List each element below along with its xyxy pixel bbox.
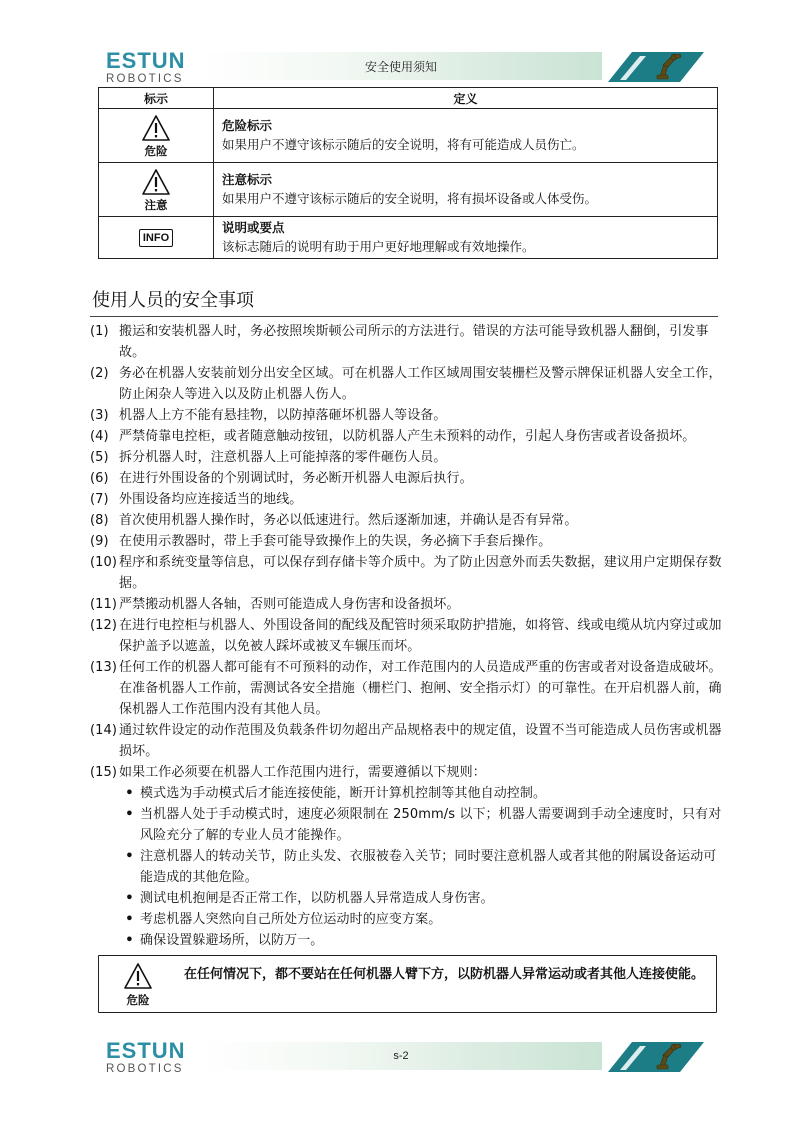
item-text: 拆分机器人时，注意机器人上可能掉落的零件砸伤人员。: [119, 450, 447, 465]
bullet-dot-icon: •: [125, 912, 134, 927]
logo-subtitle: ROBOTICS: [106, 73, 184, 85]
item-text: 严禁倚靠电控柜，或者随意触动按钮，以防机器人产生未预料的动作，引起人身伤害或者设备损坏。: [119, 429, 696, 444]
list-item: [90, 447, 724, 468]
list-item: [90, 720, 724, 762]
definition-title: 说明或要点: [222, 220, 285, 235]
warning-triangle-icon: [123, 962, 153, 990]
table-row-info: [99, 217, 718, 259]
danger-symbol: [113, 962, 163, 1007]
estun-logo: [106, 50, 196, 86]
section-title: 使用人员的安全事项: [92, 290, 254, 311]
item-number: (8): [90, 513, 109, 528]
item-number: (13): [90, 660, 118, 675]
list-item: [90, 531, 724, 552]
page-footer: [0, 1018, 793, 1075]
logo-word: ESTUN: [106, 48, 186, 73]
item-number: (14): [90, 723, 118, 738]
item-number: (5): [90, 450, 109, 465]
table-row-danger: [99, 109, 718, 163]
item-number: (15): [90, 765, 118, 780]
header-title: 安全使用须知: [364, 60, 437, 74]
item-text: 务必在机器人安装前划分出安全区域。可在机器人工作区域周围安装栅栏及警示牌保证机器人安全工作，防止闲杂人等进入以及防止机器人伤人。: [119, 366, 722, 402]
symbol-cell: [99, 163, 214, 217]
bullet-text: 注意机器人的转动关节，防止头发、衣服被卷入关节；同时要注意机器人或者其他的附属设备运动可能造成的其他危险。: [140, 849, 717, 885]
logo-subtitle: ROBOTICS: [106, 1063, 184, 1075]
list-item: [90, 321, 724, 363]
definition-title: 注意标示: [222, 172, 273, 187]
item-text: 通过软件设定的动作范围及负载条件切勿超出产品规格表中的规定值，设置不当可能造成人员伤害或机器损坏。: [119, 723, 722, 759]
warning-triangle-icon: [141, 114, 171, 142]
warning-triangle-icon: [141, 168, 171, 196]
bullet-item: [119, 783, 724, 804]
item-number: (2): [90, 366, 109, 381]
list-item: [90, 426, 724, 447]
list-item: [90, 363, 724, 405]
danger-text: 在任何情况下，都不要站在任何机器人臂下方，以防机器人异常运动或者其他人连接使能。: [184, 967, 705, 982]
page-number: s-2: [393, 1050, 409, 1062]
robot-arm-icon: [600, 50, 710, 82]
list-item: [90, 489, 724, 510]
definition-cell: [214, 163, 718, 217]
symbol-definition-table: [98, 87, 718, 259]
icon-label: 注意: [144, 197, 168, 212]
list-item: [90, 510, 724, 531]
column-header-definition: 定义: [214, 88, 718, 109]
definition-text: 如果用户不遵守该标示随后的安全说明，将有可能造成人员伤亡。: [222, 137, 585, 152]
header-strip: [200, 52, 602, 80]
danger-label: 危险: [126, 993, 150, 1007]
item-number: (3): [90, 408, 109, 423]
bullet-text: 模式选为手动模式后才能连接使能，断开计算机控制等其他自动控制。: [140, 786, 547, 801]
section-divider: [90, 316, 718, 317]
list-item: [90, 657, 724, 720]
item-text: 在进行外围设备的个别调试时，务必断开机器人电源后执行。: [119, 471, 473, 486]
list-item: [90, 552, 724, 594]
info-icon: INFO: [139, 229, 173, 247]
item-text: 如果工作必须要在机器人工作范围内进行，需要遵循以下规则：: [119, 765, 486, 780]
item-number: (12): [90, 618, 118, 633]
safety-item-list: [90, 321, 724, 951]
item-text: 程序和系统变量等信息，可以保存到存储卡等介质中。为了防止因意外而丢失数据，建议用户定期保存数据。: [119, 555, 722, 591]
bullet-text: 当机器人处于手动模式时，速度必须限制在 250mm/s 以下；机器人需要调到手动全速度时，只有对风险充分了解的专业人员才能操作。: [140, 807, 722, 843]
item-number: (9): [90, 534, 109, 549]
rule-bullet-list: [119, 783, 724, 951]
item-number: (10): [90, 555, 118, 570]
item-number: (7): [90, 492, 109, 507]
symbol-cell: [99, 217, 214, 259]
estun-logo: [106, 1040, 196, 1076]
icon-label: 危险: [144, 143, 168, 158]
list-item: [90, 762, 724, 783]
item-text: 严禁搬动机器人各轴，否则可能造成人身伤害和设备损坏。: [119, 597, 460, 612]
list-item: [90, 468, 724, 489]
item-text: 在使用示教器时，带上手套可能导致操作上的失误，务必摘下手套后操作。: [119, 534, 552, 549]
symbol-cell: [99, 109, 214, 163]
definition-text: 该标志随后的说明有助于用户更好地理解或有效地操作。: [222, 239, 535, 254]
definition-cell: [214, 109, 718, 163]
bullet-dot-icon: •: [125, 933, 134, 948]
bullet-dot-icon: •: [125, 786, 134, 801]
page-header: [0, 28, 793, 85]
list-item: [90, 405, 724, 426]
table-row-caution: [99, 163, 718, 217]
bullet-dot-icon: •: [125, 849, 134, 864]
column-header-symbol: 标示: [99, 88, 214, 109]
item-text: 搬运和安装机器人时，务必按照埃斯顿公司所示的方法进行。错误的方法可能导致机器人翻倒，引发事故。: [119, 324, 709, 360]
item-text: 首次使用机器人操作时，务必以低速进行。然后逐渐加速，并确认是否有异常。: [119, 513, 578, 528]
bullet-text: 考虑机器人突然向自己所处方位运动时的应变方案。: [140, 912, 442, 927]
item-number: (6): [90, 471, 109, 486]
footer-strip: [200, 1042, 602, 1070]
definition-cell: [214, 217, 718, 259]
item-text: 任何工作的机器人都可能有不可预料的动作，对工作范围内的人员造成严重的伤害或者对设备造成破坏。在准备机器人工作前，需测试各安全措施（栅栏门、抱闸、安全指示灯）的可靠性。在开启机器人前，确保机器人工作范围内没有其他人员。: [119, 660, 722, 717]
bullet-text: 测试电机抱闸是否正常工作，以防机器人异常造成人身伤害。: [140, 891, 494, 906]
item-number: (4): [90, 429, 109, 444]
bullet-text: 确保设置躲避场所，以防万一。: [140, 933, 324, 948]
item-number: (1): [90, 324, 109, 339]
item-text: 外围设备均应连接适当的地线。: [119, 492, 303, 507]
danger-notice: [98, 955, 717, 1013]
definition-title: 危险标示: [222, 118, 273, 133]
bullet-item: [119, 804, 724, 846]
robot-arm-icon: [600, 1040, 710, 1072]
logo-word: ESTUN: [106, 1038, 186, 1063]
list-item: [90, 615, 724, 657]
item-number: (11): [90, 597, 118, 612]
definition-text: 如果用户不遵守该标示随后的安全说明，将有损坏设备或人体受伤。: [222, 191, 598, 206]
bullet-dot-icon: •: [125, 891, 134, 906]
bullet-item: [119, 909, 724, 930]
item-text: 机器人上方不能有悬挂物，以防掉落砸坏机器人等设备。: [119, 408, 447, 423]
bullet-item: [119, 888, 724, 909]
bullet-item: [119, 930, 724, 951]
item-text: 在进行电控柜与机器人、外围设备间的配线及配管时须采取防护措施，如将管、线或电缆从坑内穿过或加保护盖予以遮盖，以免被人踩坏或被叉车辗压而坏。: [119, 618, 722, 654]
bullet-dot-icon: •: [125, 807, 134, 822]
list-item: [90, 594, 724, 615]
bullet-item: [119, 846, 724, 888]
